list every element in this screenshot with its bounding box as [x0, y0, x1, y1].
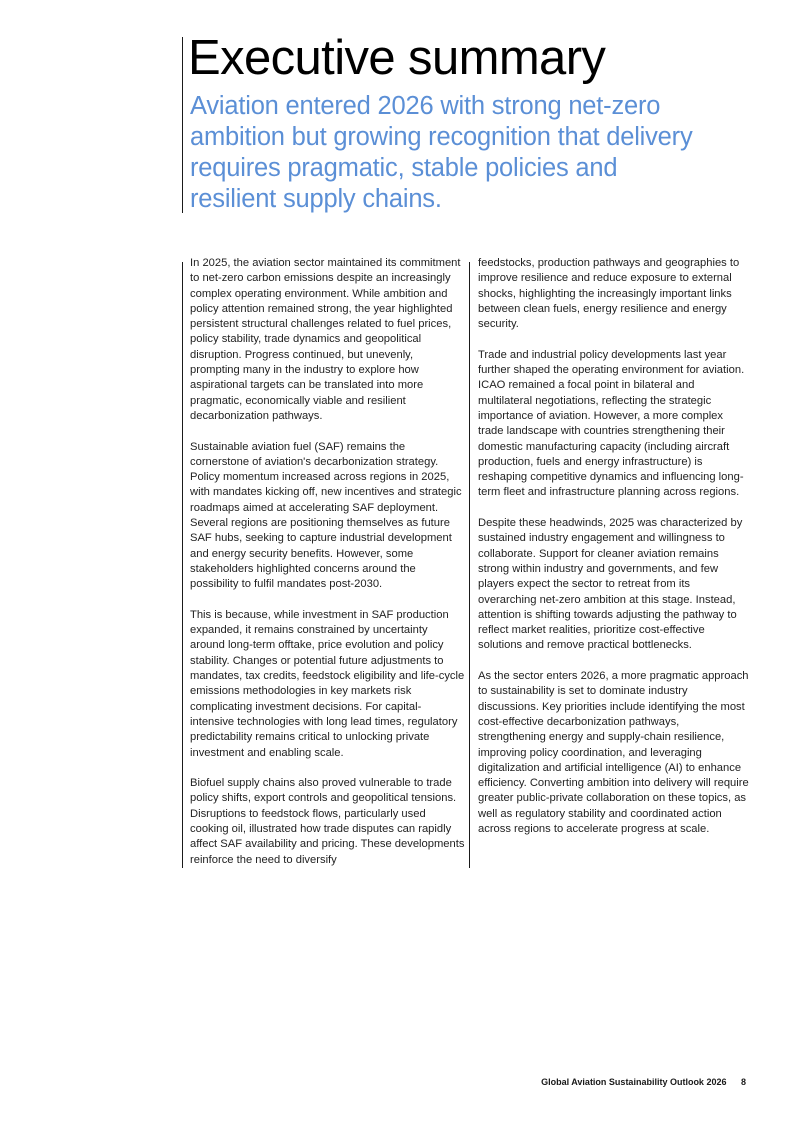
paragraph: This is because, while investment in SAF production expanded, it remains constrained by uncertainty around long-term offtake, price evolution and policy stability. Changes or potential future adjustments to mandates, tax credits, feedstock eligibility and life-cycle emissions methodologies in key markets risk complicating investment decisions. For capital-intensive technologies with long lead times, regulatory predictability remains critical to unlocking private investment and enabling scale. [190, 608, 465, 759]
column2-rule [469, 262, 470, 868]
page-title: Executive summary [188, 31, 606, 85]
column1-rule [182, 262, 183, 868]
paragraph: Despite these headwinds, 2025 was characterized by sustained industry engagement and willingness to collaborate. Support for cleaner aviation remains strong within industry and governments, and few players expect the sector to retreat from its overarching net-zero ambition at this stage. Instead, attention is shifting towards adjusting the pathway to reflect market realities, prioritize cost-effective solutions and remove practical bottlenecks. [478, 517, 743, 652]
paragraph: Sustainable aviation fuel (SAF) remains the cornerstone of aviation's decarbonization strategy. Policy momentum increased across regions in 2025, with mandates kicking off, new incentives and strategic roadmaps aimed at accelerating SAF deployment. Several regions are positioning themselves as future SAF hubs, seeking to capture industrial development and energy security benefits. However, some stakeholders highlighted concerns around the possibility to fulfil mandates post-2030. [190, 440, 462, 591]
body-column-1 [190, 256, 465, 883]
paragraph: As the sector enters 2026, a more pragmatic approach to sustainability is set to dominate industry discussions. Key priorities include identifying the most cost-effective decarbonization pathways, strengthening energy and supply-chain resilience, improving policy coordination, and leveraging digitalization and artificial intelligence (AI) to enhance efficiency. Converting ambition into delivery will require greater public-private collaboration on these topics, as well as regulatory stability and coordinated action across regions to accelerate progress at scale. [478, 670, 749, 835]
footer-report-title: Global Aviation Sustainability Outlook 2026 [541, 1077, 727, 1087]
page-number: 8 [740, 1077, 746, 1087]
title-rule [182, 37, 183, 213]
page-subtitle: Aviation entered 2026 with strong net-zero ambition but growing recognition that delivery requires pragmatic, stable policies and resilient supply chains. [190, 92, 693, 213]
paragraph: Biofuel supply chains also proved vulnerable to trade policy shifts, export controls and geopolitical tensions. Disruptions to feedstock flows, particularly used cooking oil, illustrated how trade disputes can rapidly affect SAF availability and pricing. These developments reinforce the need to diversify [190, 777, 465, 866]
page-footer [541, 1077, 746, 1087]
paragraph: Trade and industrial policy developments last year further shaped the operating environment for aviation. ICAO remained a focal point in bilateral and multilateral negotiations, reflecting the strategic importance of aviation. However, a more complex trade landscape with countries strengthening their domestic manufacturing capacity (including aircraft production, fuels and energy infrastructure) is reshaping competitive dynamics and influencing long-term fleet and infrastructure planning across regions. [478, 348, 745, 499]
paragraph: In 2025, the aviation sector maintained its commitment to net-zero carbon emissions despite an increasingly complex operating environment. While ambition and policy attention remained strong, the year highlighted persistent structural challenges related to fuel prices, policy stability, trade dynamics and geopolitical disruption. Progress continued, but unevenly, prompting many in the industry to explore how aspirational targets can be translated into more pragmatic, economically viable and resilient decarbonization pathways. [190, 257, 461, 422]
paragraph: feedstocks, production pathways and geographies to improve resilience and reduce exposure to external shocks, highlighting the increasingly important links between clean fuels, energy resilience and energy security. [478, 257, 740, 331]
body-column-2 [478, 256, 750, 853]
